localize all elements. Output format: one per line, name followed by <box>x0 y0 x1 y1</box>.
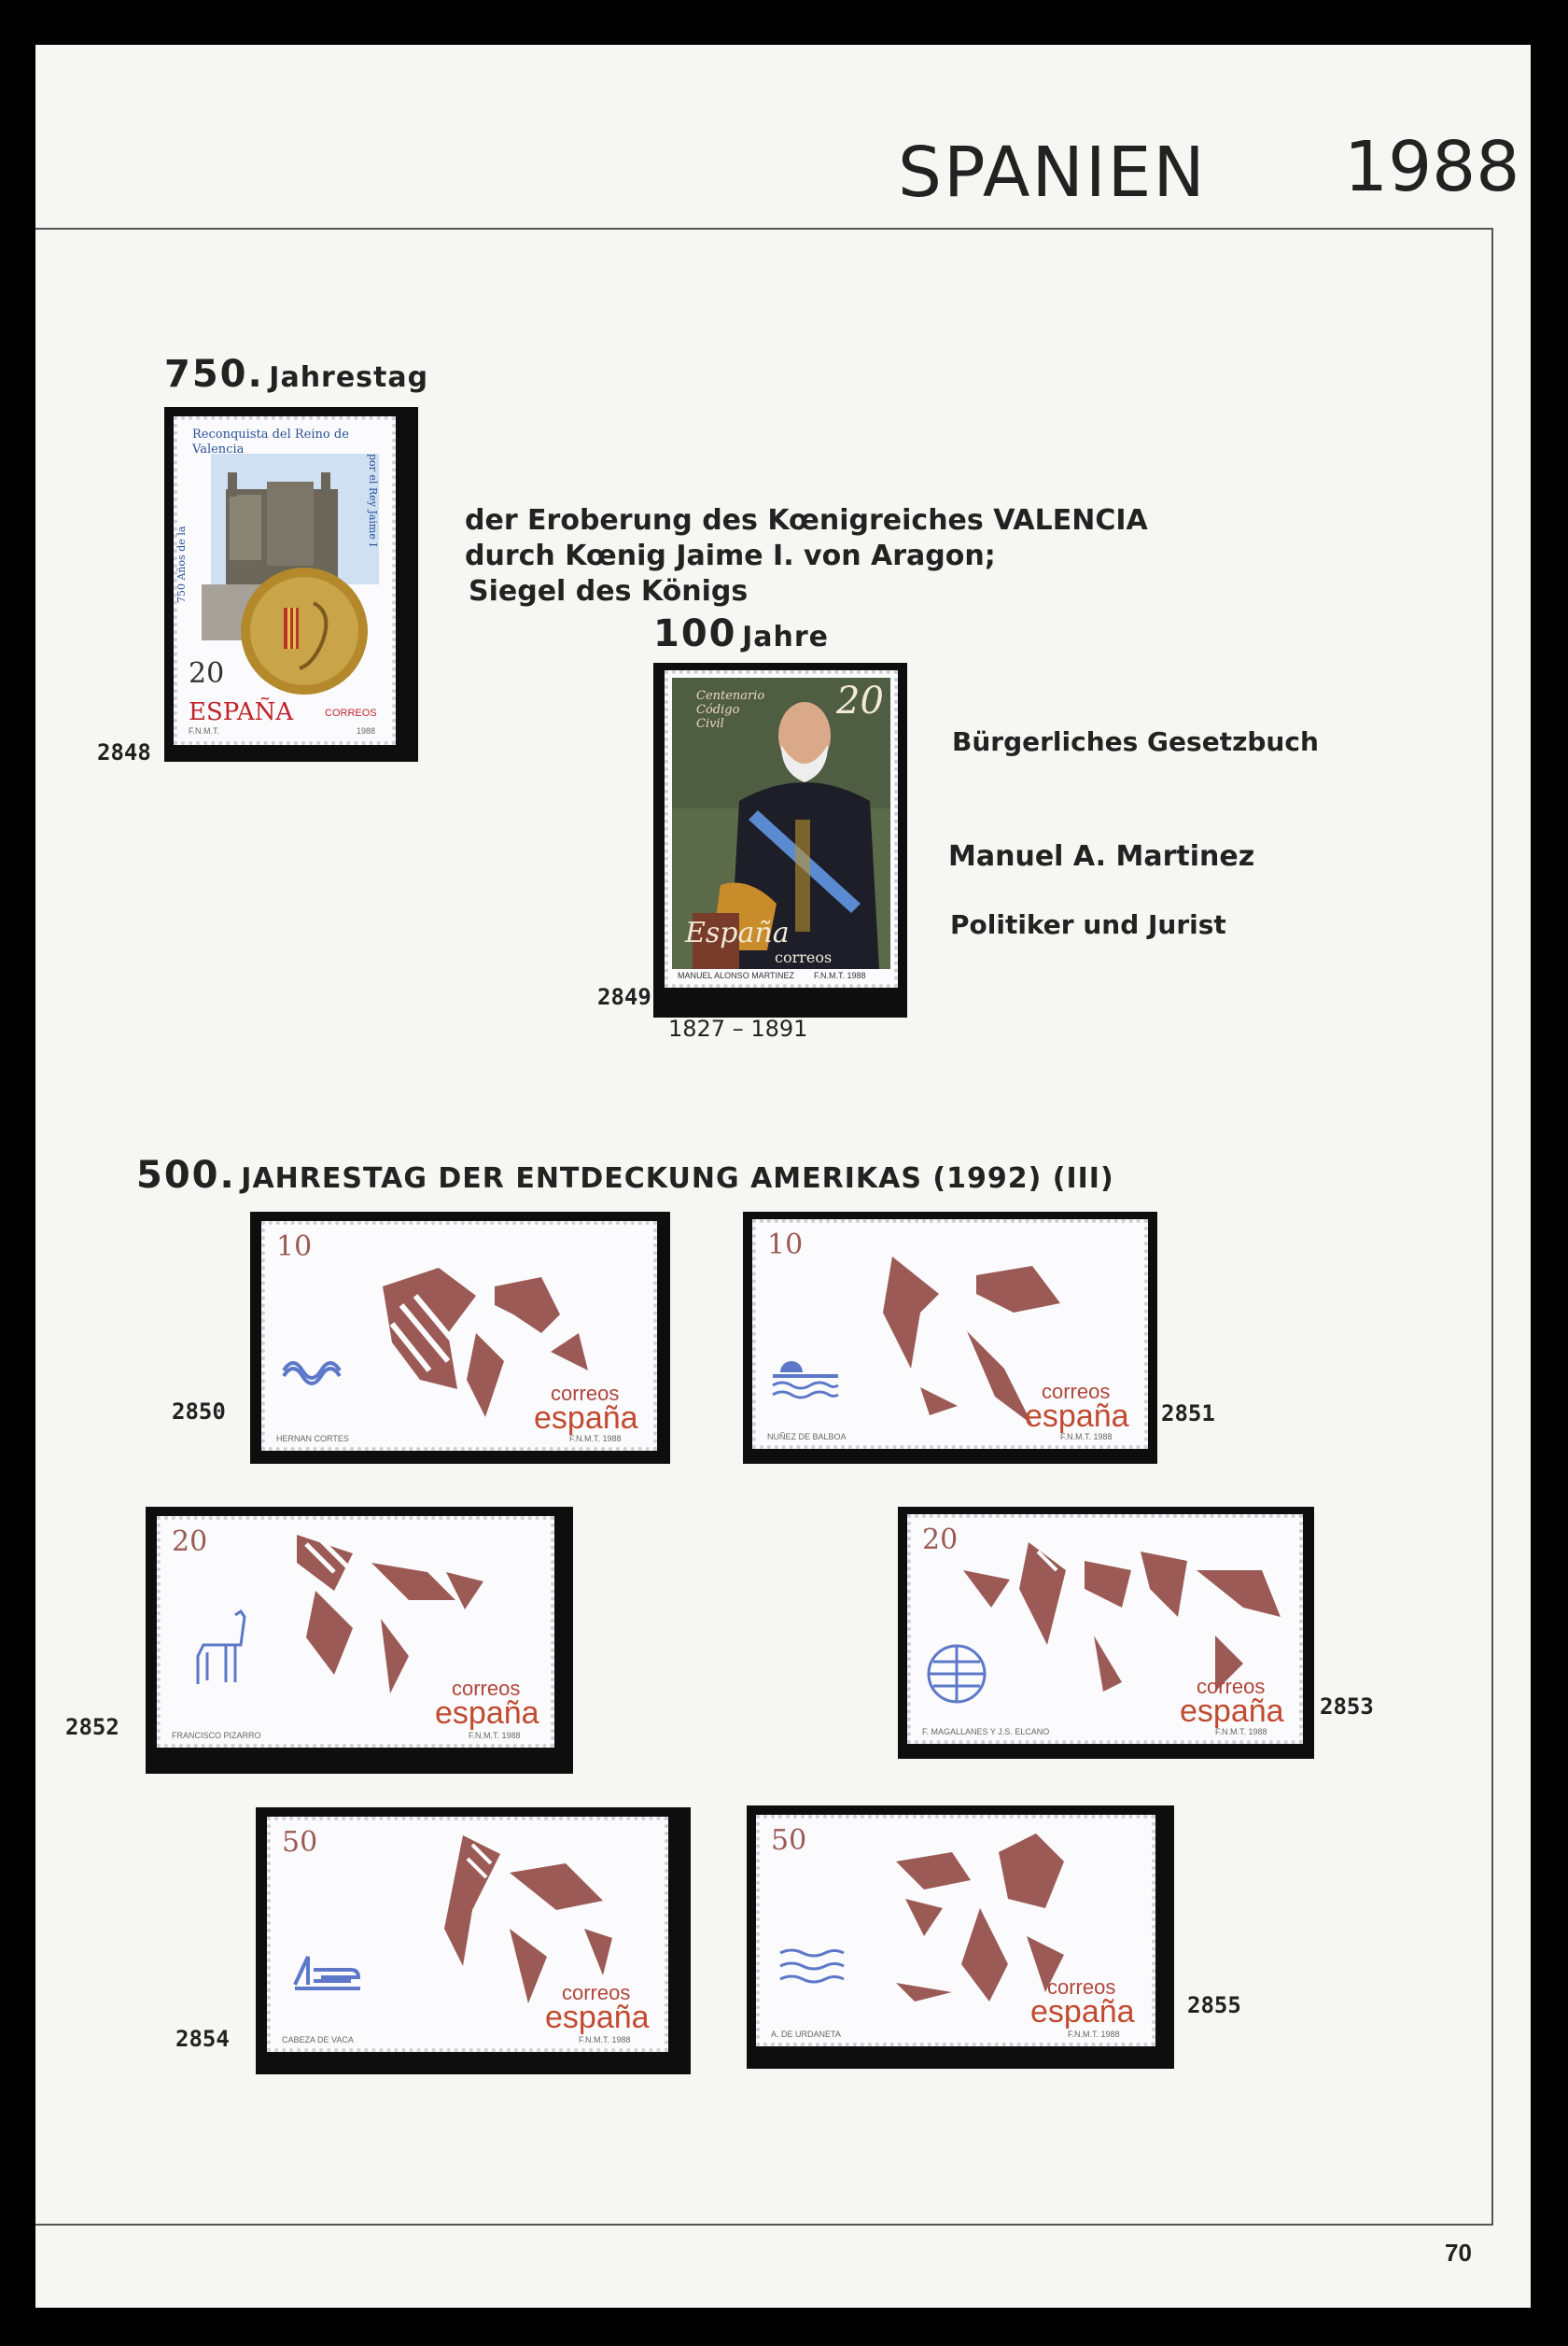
stamp-2849-inscription: Centenario Código Civil <box>696 689 765 731</box>
stamp-2852-espana: españa <box>435 1695 539 1731</box>
stamp-2853-value: 20 <box>922 1524 959 1556</box>
page-title-country: SPANIEN <box>898 133 1207 213</box>
catalog-number-2853: 2853 <box>1320 1693 1374 1720</box>
stamp-2853-espana: españa <box>1180 1693 1284 1729</box>
stamp-2854-caption: CABEZA DE VACA <box>282 2035 354 2044</box>
stamp-2849-caption: MANUEL ALONSO MARTINEZ <box>678 971 795 980</box>
stamp-2855[interactable] <box>756 1815 1155 2046</box>
stamp-2854-printer: F.N.M.T. 1988 <box>579 2035 631 2044</box>
stamp-2848-printer: F.N.M.T. <box>189 726 219 736</box>
stamp-2851-correos: correos <box>1042 1380 1111 1403</box>
stamp-2851[interactable] <box>752 1219 1148 1449</box>
stamp-2853-correos: correos <box>1197 1675 1266 1698</box>
section1-desc-line3: Siegel des Königs <box>469 575 749 608</box>
stamp-2850[interactable] <box>261 1221 657 1451</box>
section2-heading <box>653 612 829 655</box>
stamp-2848-value: 20 <box>189 657 225 690</box>
stamp-2855-value: 50 <box>771 1824 807 1857</box>
ship-icon <box>289 1947 364 2003</box>
stamp-2850-value: 10 <box>276 1230 313 1263</box>
section3-heading-text: JAHRESTAG DER ENTDECKUNG AMERIKAS (1992) (III) <box>241 1162 1114 1195</box>
stamp-2855-printer: F.N.M.T. 1988 <box>1068 2030 1120 2039</box>
snake-glyph-icon <box>280 1352 345 1389</box>
stamp-2851-value: 10 <box>767 1229 804 1261</box>
stamp-2855-espana: españa <box>1030 1994 1135 2030</box>
catalog-number-2851: 2851 <box>1161 1400 1215 1426</box>
catalog-number-2850: 2850 <box>172 1398 226 1425</box>
stamp-2849[interactable] <box>665 670 898 988</box>
section1-desc-line2: durch Kœnig Jaime I. von Aragon; <box>465 540 996 572</box>
stamp-2850-espana: españa <box>534 1400 638 1436</box>
stamp-2853[interactable] <box>907 1514 1303 1744</box>
stamp-2852[interactable] <box>157 1516 554 1748</box>
stamp-2851-caption: NUÑEZ DE BALBOA <box>767 1432 847 1441</box>
stamp-2855-caption: A. DE URDANETA <box>771 2030 841 2039</box>
stamp-2849-correos: correos <box>775 948 833 966</box>
section1-heading-text: Jahrestag <box>269 361 429 394</box>
stamp-2854[interactable] <box>267 1817 668 2052</box>
section1-desc-line1: der Eroberung des Kœnigreiches VALENCIA <box>465 504 1148 537</box>
stamp-2854-correos: correos <box>562 1981 631 2004</box>
globe-icon <box>924 1641 989 1707</box>
stamp-2848-year: 1988 <box>357 726 376 736</box>
section2-desc-profession: Politiker und Jurist <box>950 909 1226 940</box>
waves-icon <box>777 1946 851 1992</box>
stamp-2848-correos: CORREOS <box>325 708 377 719</box>
section2-desc-law: Bürgerliches Gesetzbuch <box>952 726 1319 757</box>
stamp-2850-caption: HERNAN CORTES <box>276 1434 349 1443</box>
stamp-2851-espana: españa <box>1025 1398 1129 1434</box>
catalog-number-2855: 2855 <box>1187 1992 1241 2018</box>
catalog-number-2849: 2849 <box>597 984 651 1010</box>
catalog-number-2852: 2852 <box>65 1714 119 1740</box>
section3-heading-number: 500. <box>136 1154 236 1197</box>
stamp-2848-inscription: Reconquista del Reino de Valencia <box>192 428 349 457</box>
stamp-2853-printer: F.N.M.T. 1988 <box>1215 1727 1267 1736</box>
stamp-2850-correos: correos <box>551 1382 620 1405</box>
valencia-castle-seal-illustration <box>174 416 396 745</box>
section1-heading <box>164 353 428 396</box>
catalog-number-2848: 2848 <box>97 739 151 766</box>
section2-heading-text: Jahre <box>742 621 829 653</box>
stamp-2848-side-text: 750 Años de la <box>175 526 188 603</box>
section3-heading <box>136 1154 1114 1197</box>
stamp-2852-correos: correos <box>452 1677 521 1700</box>
stamp-2848[interactable] <box>174 416 396 745</box>
stamp-2850-printer: F.N.M.T. 1988 <box>569 1434 622 1443</box>
catalog-number-2854: 2854 <box>175 2026 230 2052</box>
sea-horizon-icon <box>771 1359 846 1406</box>
stamp-2849-printer: F.N.M.T. 1988 <box>814 971 866 980</box>
stamp-2849-value: 20 <box>836 680 884 723</box>
section1-heading-number: 750. <box>164 353 264 396</box>
stamp-2851-printer: F.N.M.T. 1988 <box>1060 1432 1113 1441</box>
stamp-2849-country: España <box>685 917 790 949</box>
section2-life-dates: 1827 – 1891 <box>668 1016 808 1042</box>
stamp-2853-caption: F. MAGALLANES Y J.S. ELCANO <box>922 1727 1050 1736</box>
section2-heading-number: 100 <box>653 612 737 655</box>
stamp-2855-correos: correos <box>1047 1975 1116 1999</box>
stamp-2848-side-text-2: por el Rey Jaime I <box>367 454 379 547</box>
stamp-2854-espana: españa <box>545 2000 650 2035</box>
stamp-2854-value: 50 <box>282 1826 318 1859</box>
page-title-year: 1988 <box>1344 127 1520 207</box>
stamp-2852-caption: FRANCISCO PIZARRO <box>172 1731 261 1740</box>
stamp-2852-value: 20 <box>172 1525 208 1558</box>
section2-desc-name: Manuel A. Martinez <box>948 840 1255 873</box>
stamp-2848-country: ESPAÑA <box>189 698 294 726</box>
stamp-2852-printer: F.N.M.T. 1988 <box>469 1731 521 1740</box>
page-number: 70 <box>1445 2239 1472 2267</box>
llama-icon <box>183 1609 258 1693</box>
